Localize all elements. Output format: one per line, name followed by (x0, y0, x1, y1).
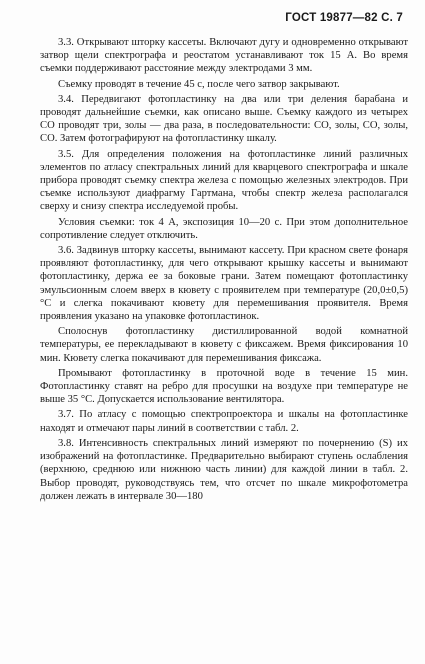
paragraph-3-4: 3.4. Передвигают фотопластинку на два или три деления барабана и проводят дальнейшие съемки, как описано выше. Съемку каждого из четырех СО проводят три, золы — два раза, в последовательности: СО, золы, СО, золы, СО. Затем фотографируют на фотопластинку шкалу. (40, 93, 408, 145)
document-body (40, 36, 408, 505)
paragraph-shooting-conditions: Условия съемки: ток 4 А, экспозиция 10—20 с. При этом дополнительное сопротивление следует отключить. (40, 216, 408, 241)
paragraph-3-3: 3.3. Открывают шторку кассеты. Включают дугу и одновременно открывают затвор щели спектрографа и реостатом устанавливают ток 15 А. Во время съемки поддерживают расстояние между электродами 3 мм. (40, 37, 408, 75)
page-header: ГОСТ 19877—82 С. 7 (285, 12, 403, 24)
paragraph-3-7: 3.7. По атласу с помощью спектропроектора и шкалы на фотопластинке находят и отмечают пары линий в соответствии с табл. 2. (40, 409, 408, 434)
paragraph-washing: Промывают фотопластинку в проточной воде в течение 15 мин. Фотопластинку ставят на ребро для просушки на воздухе при температуре не выше 35 °С. Допускается использование вентилятора. (40, 367, 408, 406)
paragraph-3-6: 3.6. Задвинув шторку кассеты, вынимают кассету. При красном свете фонаря проявляют фотопластинку, для чего открывают крышку кассеты и вынимают фотопластинку, держа ее за боковые грани. Затем помещают фотопластинку эмульсионным слоем вверх в кювету с проявителем при температуре (20,0±0,5) °С и слегка покачивают кювету для перемешивания проявителя. Время проявления указано на упаковке фотопластинок. (40, 245, 408, 323)
paragraph-fixing: Сполоснув фотопластинку дистиллированной водой комнатной температуры, ее перекладывают в кювету с фиксажем. Время фиксирования 10 мин. Кювету слегка покачивают для перемешивания фиксажа. (40, 326, 408, 364)
paragraph-3-8: 3.8. Интенсивность спектральных линий измеряют по почернению (S) их изображений на фотопластинке. Предварительно выбирают ступень ослабления (верхнюю, среднюю или нижнюю часть линии) для каждой линии в табл. 2. Выбор проводят, руководствуясь тем, что отсчет по шкале микрофотометра должен лежать в интервале 30—180 (40, 437, 408, 502)
paragraph-exposure-time: Съемку проводят в течение 45 с, после чего затвор закрывают. (58, 78, 340, 90)
paragraph-3-5: 3.5. Для определения положения на фотопластинке линий различных элементов по атласу спектральных линий для кварцевого спектрографа и шкале прибора проводят съемку спектра железа с помощью железных электродов. При съемке используют диафрагму Гартмана, чтобы спектр железа располагался сверху и снизу спектра исследуемой пробы. (40, 148, 408, 213)
